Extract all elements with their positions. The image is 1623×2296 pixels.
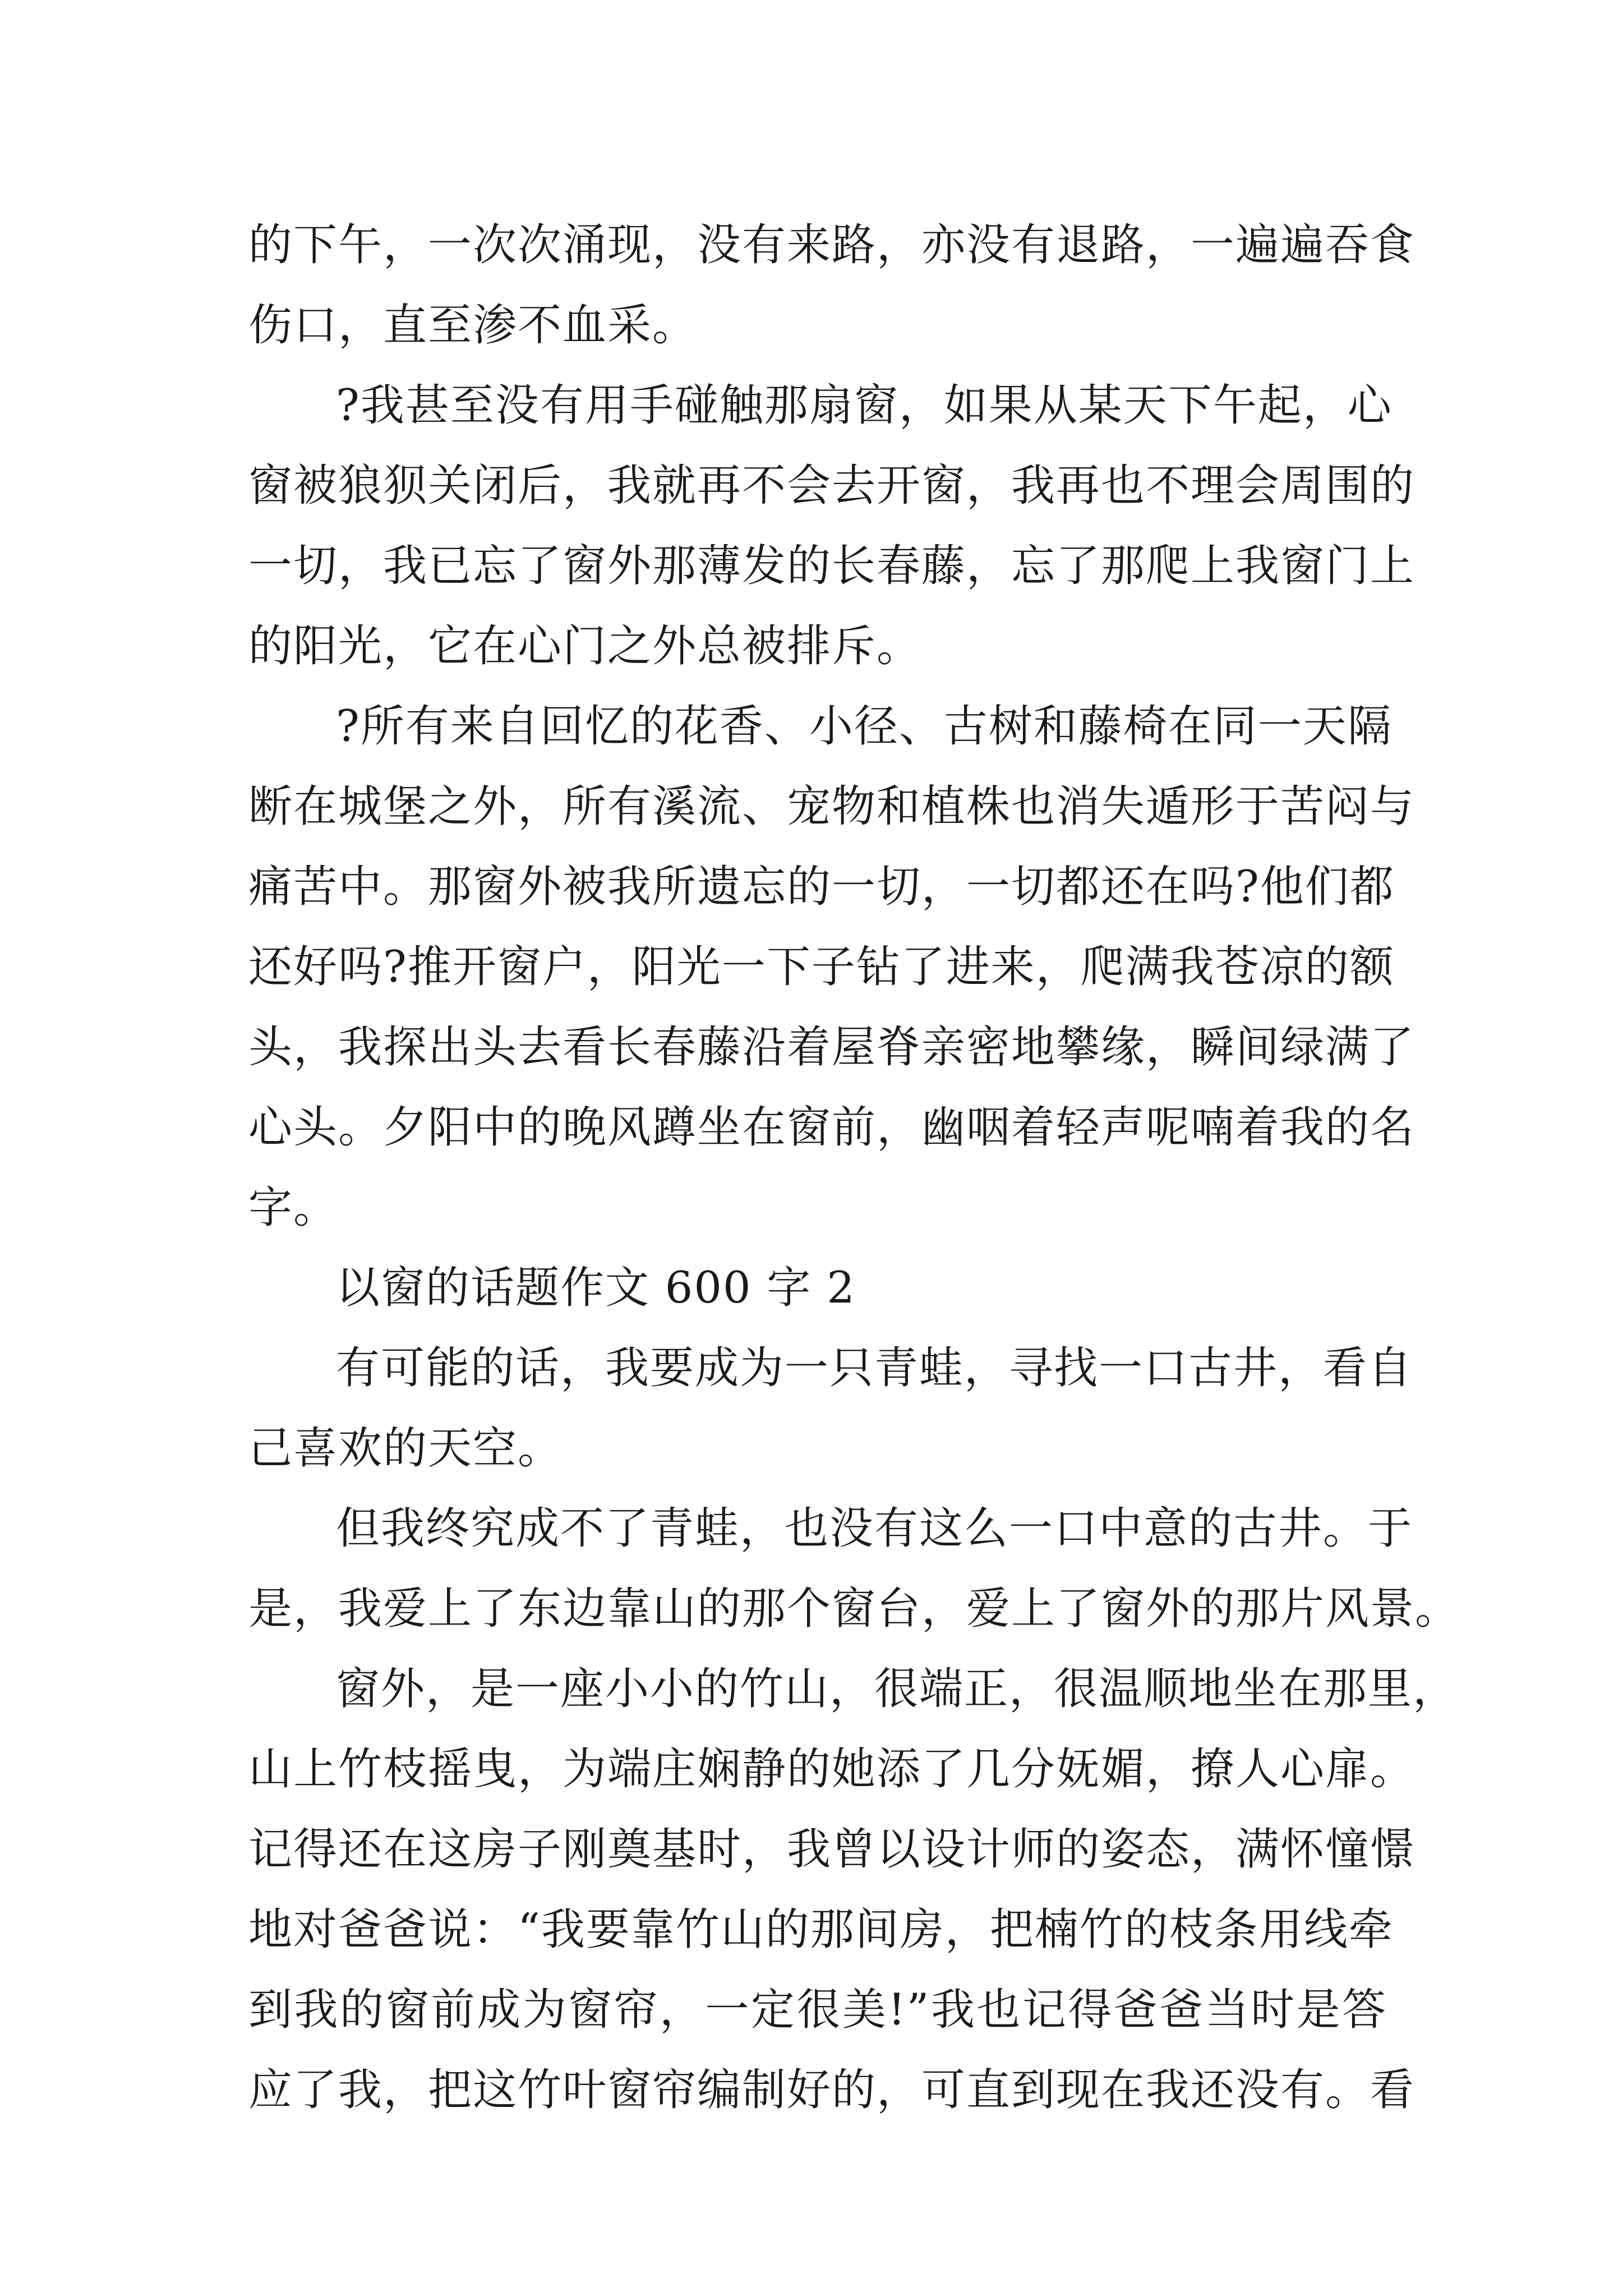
text-line: 痛苦中。那窗外被我所遗忘的一切，一切都还在吗?他们都 [248,862,1395,912]
paragraph-first-line: 有可能的话，我要成为一只青蛙，寻找一口古井，看自 [336,1343,1413,1393]
paragraph-first-line: ?所有来自回忆的花香、小径、古树和藤椅在同一天隔 [336,701,1393,752]
text-line: 己喜欢的天空。 [248,1423,563,1474]
text-line: 一切，我已忘了窗外那薄发的长春藤，忘了那爬上我窗门上 [248,541,1415,591]
text-line: 的下午，一次次涌现，没有来路，亦没有退路，一遍遍吞食 [248,220,1415,270]
text-line: 到我的窗前成为窗帘，一定很美!”我也记得爸爸当时是答 [248,1985,1387,2035]
paragraph-first-line: 但我终究成不了青蛙，也没有这么一口中意的古井。于 [336,1503,1413,1554]
text-line: 伤口，直至渗不血采。 [248,300,698,351]
text-line: 头，我探出头去看长春藤沿着屋脊亲密地攀缘，瞬间绿满了 [248,1022,1415,1073]
text-line: 断在城堡之外，所有溪流、宠物和植株也消失遁形于苦闷与 [248,781,1415,832]
paragraph-first-line: ?我甚至没有用手碰触那扇窗，如果从某天下午起，心 [336,380,1393,431]
text-line: 还好吗?推开窗户，阳光一下子钻了进来，爬满我苍凉的额 [248,942,1395,992]
text-line: 的阳光，它在心门之外总被排斥。 [248,621,922,671]
text-line: 应了我，把这竹叶窗帘编制好的，可直到现在我还没有。看 [248,2065,1415,2115]
text-line: 字。 [248,1182,339,1233]
section-heading: 以窗的话题作文 600 字 2 [336,1263,856,1313]
document-body [248,205,1460,2131]
paragraph-first-line: 窗外，是一座小小的竹山，很端正，很温顺地坐在那里， [336,1664,1458,1714]
text-line: 记得还在这房子刚奠基时，我曾以设计师的姿态，满怀憧憬 [248,1824,1415,1875]
text-line: 窗被狼狈关闭后，我就再不会去开窗，我再也不理会周围的 [248,461,1415,511]
text-line: 是，我爱上了东边靠山的那个窗台，爱上了窗外的那片风景。 [248,1584,1460,1634]
text-line: 山上竹枝摇曳，为端庄娴静的她添了几分妩媚，撩人心扉。 [248,1744,1415,1795]
text-line: 地对爸爸说：“我要靠竹山的那间房，把楠竹的枝条用线牵 [248,1904,1394,1955]
text-line: 心头。夕阳中的晚风蹲坐在窗前，幽咽着轻声呢喃着我的名 [248,1102,1415,1153]
